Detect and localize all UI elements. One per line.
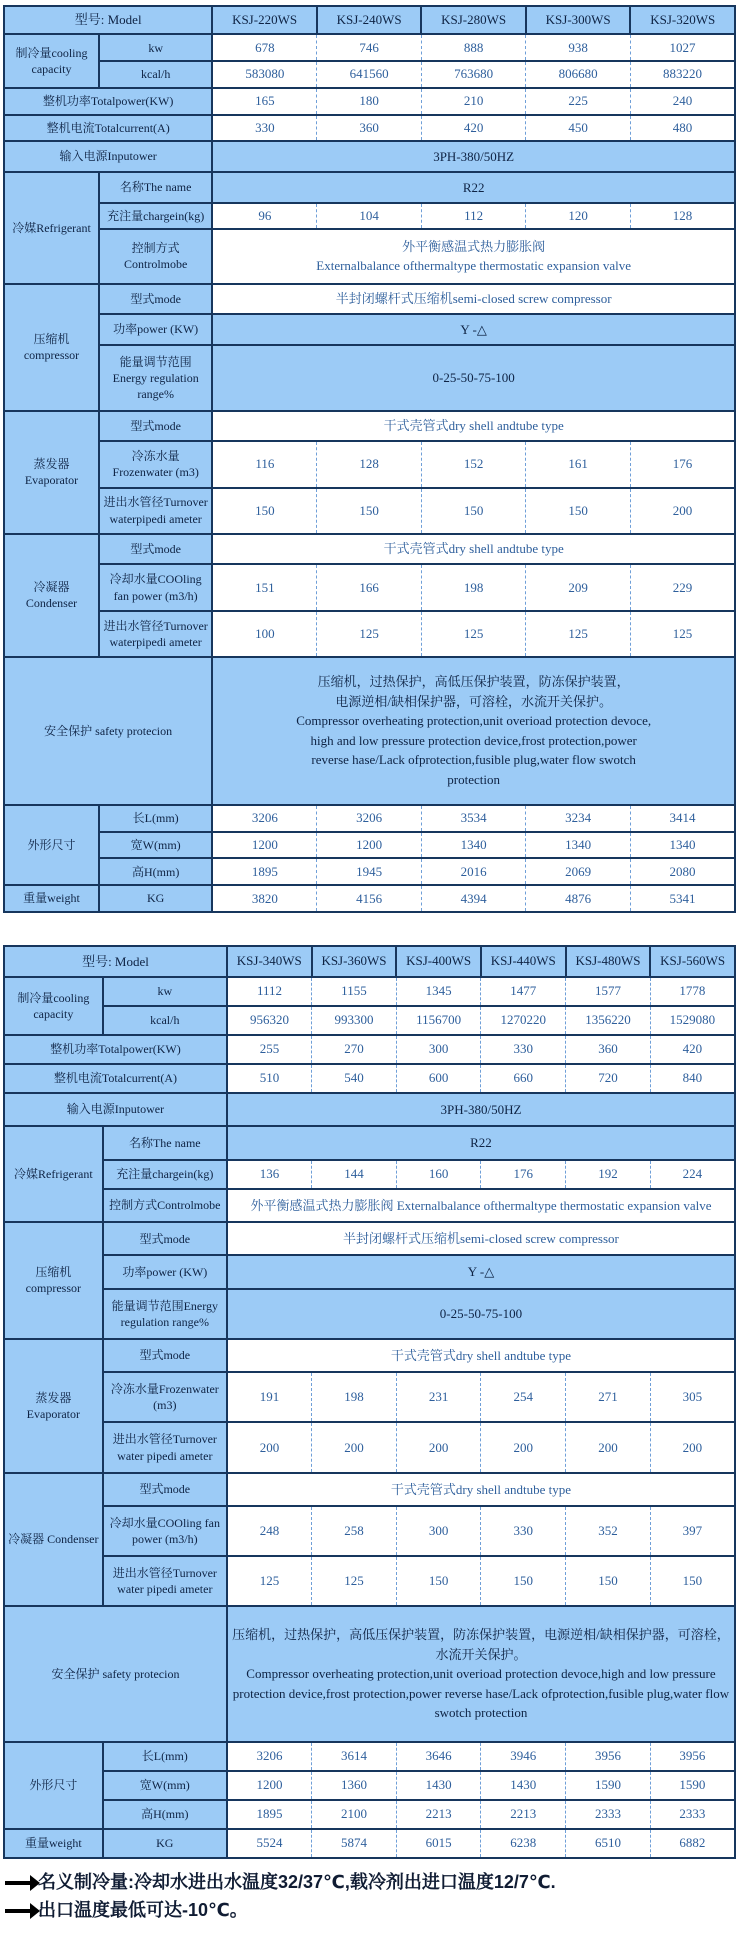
model-name-cell: KSJ-560WS xyxy=(650,946,735,977)
value-cell: 166 xyxy=(317,564,422,610)
value-cell: 3646 xyxy=(396,1742,481,1771)
row-group-label: 冷凝器 Condenser xyxy=(4,534,99,657)
merged-line: 3PH-380/50HZ xyxy=(433,148,515,164)
value-cell: 1356220 xyxy=(566,1006,651,1035)
row-label: 冷却水量COOling fan power (m3/h) xyxy=(103,1506,227,1556)
value-cell: 255 xyxy=(227,1035,312,1064)
value-cell: 2333 xyxy=(566,1800,651,1829)
value-cell: 150 xyxy=(650,1556,735,1606)
value-cell: 3206 xyxy=(227,1742,312,1771)
row-label: 整机功率Totalpower(KW) xyxy=(4,1035,227,1064)
value-cell: 150 xyxy=(396,1556,481,1606)
value-cell: 3946 xyxy=(481,1742,566,1771)
merged-line: 压缩机，过热保护，高低压保护装置，防冻保护装置， xyxy=(317,674,630,690)
merged-line: 3PH-380/50HZ xyxy=(440,1101,522,1117)
row-group-label: 压缩机compressor xyxy=(4,1222,103,1339)
value-cell: 125 xyxy=(227,1556,312,1606)
value-cell: 150 xyxy=(212,488,317,534)
value-cell: 200 xyxy=(227,1422,312,1472)
row-label: 整机电流Totalcurrent(A) xyxy=(4,1064,227,1093)
row-label: 宽W(mm) xyxy=(99,832,212,859)
value-cell: 6238 xyxy=(481,1829,566,1858)
value-cell: 600 xyxy=(396,1064,481,1093)
value-cell: 231 xyxy=(396,1372,481,1422)
row-label: 型式mode xyxy=(99,284,212,315)
merged-value-cell xyxy=(227,1339,735,1372)
value-cell: 5874 xyxy=(312,1829,397,1858)
row-group-label: 蒸发器 Evaporator xyxy=(4,411,99,534)
merged-line: high and low pressure protection device,frost protection,power xyxy=(310,732,637,748)
spec-tables-container xyxy=(3,5,737,1859)
row-label: 进出水管径Turnover waterpipedi ameter xyxy=(99,488,212,534)
value-cell: 258 xyxy=(312,1506,397,1556)
value-cell: 993300 xyxy=(312,1006,397,1035)
value-cell: 6510 xyxy=(566,1829,651,1858)
value-cell: 1430 xyxy=(396,1771,481,1800)
merged-line: 电源逆相/缺相保护器，可溶栓，水流开关保护。 xyxy=(335,693,612,709)
row-label: 整机电流Totalcurrent(A) xyxy=(4,115,212,142)
merged-value-cell xyxy=(227,1093,735,1126)
model-name-cell: KSJ-400WS xyxy=(396,946,481,977)
merged-value-cell xyxy=(227,1189,735,1222)
row-group-label: 制冷量cooling capacity xyxy=(4,977,103,1035)
value-cell: 1895 xyxy=(227,1800,312,1829)
model-name-cell: KSJ-440WS xyxy=(481,946,566,977)
row-label: 长L(mm) xyxy=(103,1742,227,1771)
value-cell: 1590 xyxy=(566,1771,651,1800)
merged-value-cell xyxy=(212,657,735,805)
value-cell: 120 xyxy=(526,203,631,230)
model-name-cell: KSJ-220WS xyxy=(212,6,317,34)
spec-table-1 xyxy=(3,5,736,913)
value-cell: 397 xyxy=(650,1506,735,1556)
footnote xyxy=(5,1869,737,1897)
row-label: kcal/h xyxy=(99,61,212,88)
row-group-label: 外形尺寸 xyxy=(4,805,99,885)
value-cell: 165 xyxy=(212,88,317,115)
value-cell: 198 xyxy=(312,1372,397,1422)
merged-line: 压缩机，过热保护，高低压保护装置，防冻保护装置，电源逆相/缺相保护器，可溶栓，水流开关保护。 xyxy=(232,1627,730,1662)
arrow-right-icon xyxy=(5,1881,31,1885)
merged-line: R22 xyxy=(470,1135,492,1151)
value-cell: 180 xyxy=(317,88,422,115)
row-label: 型式mode xyxy=(103,1339,227,1372)
value-cell: 6882 xyxy=(650,1829,735,1858)
value-cell: 678 xyxy=(212,34,317,61)
row-label: 能量调节范围Energy regulation range% xyxy=(99,345,212,411)
value-cell: 116 xyxy=(212,441,317,487)
merged-line: 半封闭螺杆式压缩机semi-closed screw compressor xyxy=(343,1230,619,1246)
value-cell: 191 xyxy=(227,1372,312,1422)
row-group-label: 蒸发器 Evaporator xyxy=(4,1339,103,1473)
value-cell: 152 xyxy=(421,441,526,487)
value-cell: 1156700 xyxy=(396,1006,481,1035)
footnote-text: 出口温度最低可达-10℃。 xyxy=(38,1899,248,1920)
merged-line: 0-25-50-75-100 xyxy=(439,1306,523,1322)
value-cell: 150 xyxy=(526,488,631,534)
value-cell: 1430 xyxy=(481,1771,566,1800)
model-name-cell: KSJ-240WS xyxy=(317,6,422,34)
value-cell: 1200 xyxy=(212,832,317,859)
row-label: 功率power (KW) xyxy=(103,1255,227,1288)
value-cell: 254 xyxy=(481,1372,566,1422)
merged-value-cell xyxy=(212,172,735,203)
value-cell: 225 xyxy=(526,88,631,115)
value-cell: 96 xyxy=(212,203,317,230)
row-label: 型式mode xyxy=(103,1473,227,1506)
value-cell: 583080 xyxy=(212,61,317,88)
row-label: 功率power (KW) xyxy=(99,314,212,345)
value-cell: 300 xyxy=(396,1035,481,1064)
merged-line: 外平衡感温式热力膨胀阀 xyxy=(402,238,546,254)
row-label: 安全保护 safety protecion xyxy=(4,1606,227,1741)
value-cell: 1345 xyxy=(396,977,481,1006)
row-label: 冷冻水量Frozenwater (m3) xyxy=(103,1372,227,1422)
row-label: 长L(mm) xyxy=(99,805,212,832)
merged-value-cell xyxy=(212,284,735,315)
merged-value-cell xyxy=(227,1255,735,1288)
value-cell: 104 xyxy=(317,203,422,230)
merged-value-cell xyxy=(212,534,735,565)
value-cell: 5524 xyxy=(227,1829,312,1858)
row-label: 型式mode xyxy=(99,534,212,565)
value-cell: 150 xyxy=(481,1556,566,1606)
value-cell: 150 xyxy=(317,488,422,534)
row-label: kw xyxy=(99,34,212,61)
value-cell: 4876 xyxy=(526,885,631,912)
value-cell: 763680 xyxy=(421,61,526,88)
merged-value-cell xyxy=(212,345,735,411)
value-cell: 883220 xyxy=(630,61,735,88)
value-cell: 540 xyxy=(312,1064,397,1093)
merged-line: 外平衡感温式热力膨胀阀 Externalbalance ofthermaltype thermostatic expansion valve xyxy=(250,1197,712,1213)
value-cell: 510 xyxy=(227,1064,312,1093)
value-cell: 136 xyxy=(227,1160,312,1189)
row-label: 进出水管径Turnover water pipedi ameter xyxy=(103,1422,227,1472)
model-name-cell: KSJ-280WS xyxy=(421,6,526,34)
value-cell: 360 xyxy=(317,115,422,142)
value-cell: 125 xyxy=(312,1556,397,1606)
value-cell: 3234 xyxy=(526,805,631,832)
value-cell: 3414 xyxy=(630,805,735,832)
row-label: 整机功率Totalpower(KW) xyxy=(4,88,212,115)
row-group-label: 外形尺寸 xyxy=(4,1742,103,1829)
value-cell: 144 xyxy=(312,1160,397,1189)
row-label: 控制方式Controlmobe xyxy=(103,1189,227,1222)
value-cell: 271 xyxy=(566,1372,651,1422)
value-cell: 2069 xyxy=(526,858,631,885)
value-cell: 200 xyxy=(396,1422,481,1472)
value-cell: 128 xyxy=(630,203,735,230)
value-cell: 1340 xyxy=(421,832,526,859)
footnote-text: 名义制冷量:冷却水进出水温度32/37℃,载冷剂出进口温度12/7℃. xyxy=(38,1872,556,1892)
value-cell: 4156 xyxy=(317,885,422,912)
value-cell: 1529080 xyxy=(650,1006,735,1035)
row-label: 名称The name xyxy=(103,1126,227,1159)
merged-value-cell xyxy=(212,229,735,283)
footnotes xyxy=(5,1869,737,1925)
row-label: 冷冻水量Frozenwater (m3) xyxy=(99,441,212,487)
value-cell: 150 xyxy=(421,488,526,534)
value-cell: 198 xyxy=(421,564,526,610)
merged-value-cell xyxy=(227,1606,735,1741)
value-cell: 1590 xyxy=(650,1771,735,1800)
merged-value-cell xyxy=(227,1222,735,1255)
value-cell: 2213 xyxy=(481,1800,566,1829)
merged-line: Y -△ xyxy=(460,321,487,337)
value-cell: 224 xyxy=(650,1160,735,1189)
row-group-label: 冷媒Refrigerant xyxy=(4,172,99,284)
row-group-label: 冷凝器 Condenser xyxy=(4,1473,103,1607)
merged-line: 干式壳管式dry shell andtube type xyxy=(383,418,564,434)
model-header-label: 型号: Model xyxy=(4,946,227,977)
value-cell: 1895 xyxy=(212,858,317,885)
value-cell: 352 xyxy=(566,1506,651,1556)
merged-line: R22 xyxy=(462,179,485,195)
value-cell: 1027 xyxy=(630,34,735,61)
value-cell: 2100 xyxy=(312,1800,397,1829)
value-cell: 840 xyxy=(650,1064,735,1093)
value-cell: 3206 xyxy=(212,805,317,832)
value-cell: 1778 xyxy=(650,977,735,1006)
model-name-cell: KSJ-360WS xyxy=(312,946,397,977)
merged-value-cell xyxy=(227,1126,735,1159)
value-cell: 806680 xyxy=(526,61,631,88)
value-cell: 161 xyxy=(526,441,631,487)
row-label: kw xyxy=(103,977,227,1006)
row-label: KG xyxy=(99,885,212,912)
value-cell: 3614 xyxy=(312,1742,397,1771)
value-cell: 450 xyxy=(526,115,631,142)
row-label: 输入电源Inputower xyxy=(4,141,212,172)
row-label: 冷却水量COOling fan power (m3/h) xyxy=(99,564,212,610)
value-cell: 420 xyxy=(421,115,526,142)
value-cell: 100 xyxy=(212,611,317,657)
value-cell: 160 xyxy=(396,1160,481,1189)
row-label: 充注量chargein(kg) xyxy=(103,1160,227,1189)
value-cell: 1200 xyxy=(317,832,422,859)
row-label: 能量调节范围Energy regulation range% xyxy=(103,1289,227,1339)
value-cell: 150 xyxy=(566,1556,651,1606)
value-cell: 1945 xyxy=(317,858,422,885)
row-label: 高H(mm) xyxy=(103,1800,227,1829)
value-cell: 420 xyxy=(650,1035,735,1064)
value-cell: 176 xyxy=(481,1160,566,1189)
value-cell: 1340 xyxy=(526,832,631,859)
model-name-cell: KSJ-480WS xyxy=(566,946,651,977)
value-cell: 248 xyxy=(227,1506,312,1556)
value-cell: 240 xyxy=(630,88,735,115)
value-cell: 938 xyxy=(526,34,631,61)
value-cell: 1477 xyxy=(481,977,566,1006)
value-cell: 2016 xyxy=(421,858,526,885)
merged-line: 干式壳管式dry shell andtube type xyxy=(390,1481,572,1497)
value-cell: 305 xyxy=(650,1372,735,1422)
value-cell: 125 xyxy=(526,611,631,657)
value-cell: 5341 xyxy=(630,885,735,912)
value-cell: 300 xyxy=(396,1506,481,1556)
row-label: 进出水管径Turnover water pipedi ameter xyxy=(103,1556,227,1606)
value-cell: 151 xyxy=(212,564,317,610)
row-group-label: 重量weight xyxy=(4,885,99,912)
merged-line: protection xyxy=(447,771,501,787)
value-cell: 1360 xyxy=(312,1771,397,1800)
merged-line: reverse hase/Lack ofprotection,fusible plug,water flow swotch xyxy=(311,752,636,768)
merged-line: 0-25-50-75-100 xyxy=(432,370,515,386)
value-cell: 209 xyxy=(526,564,631,610)
row-label: 宽W(mm) xyxy=(103,1771,227,1800)
row-label: 型式mode xyxy=(103,1222,227,1255)
row-label: 控制方式Controlmobe xyxy=(99,229,212,283)
arrow-right-icon xyxy=(5,1909,31,1913)
merged-line: 半封闭螺杆式压缩机semi-closed screw compressor xyxy=(335,291,612,307)
value-cell: 330 xyxy=(212,115,317,142)
value-cell: 125 xyxy=(317,611,422,657)
merged-value-cell xyxy=(212,141,735,172)
value-cell: 4394 xyxy=(421,885,526,912)
value-cell: 1270220 xyxy=(481,1006,566,1035)
row-group-label: 冷媒Refrigerant xyxy=(4,1126,103,1222)
row-group-label: 压缩机compressor xyxy=(4,284,99,411)
value-cell: 720 xyxy=(566,1064,651,1093)
row-label: 输入电源Inputower xyxy=(4,1093,227,1126)
value-cell: 200 xyxy=(312,1422,397,1472)
row-label: KG xyxy=(103,1829,227,1858)
value-cell: 3820 xyxy=(212,885,317,912)
merged-line: 干式壳管式dry shell andtube type xyxy=(390,1347,572,1363)
value-cell: 3206 xyxy=(317,805,422,832)
value-cell: 1577 xyxy=(566,977,651,1006)
value-cell: 360 xyxy=(566,1035,651,1064)
value-cell: 3534 xyxy=(421,805,526,832)
spec-table-2 xyxy=(3,945,736,1859)
model-name-cell: KSJ-340WS xyxy=(227,946,312,977)
value-cell: 192 xyxy=(566,1160,651,1189)
value-cell: 746 xyxy=(317,34,422,61)
merged-line: 干式壳管式dry shell andtube type xyxy=(383,541,564,557)
value-cell: 229 xyxy=(630,564,735,610)
value-cell: 210 xyxy=(421,88,526,115)
value-cell: 2213 xyxy=(396,1800,481,1829)
value-cell: 641560 xyxy=(317,61,422,88)
row-label: 型式mode xyxy=(99,411,212,442)
value-cell: 270 xyxy=(312,1035,397,1064)
value-cell: 3956 xyxy=(650,1742,735,1771)
value-cell: 176 xyxy=(630,441,735,487)
value-cell: 1155 xyxy=(312,977,397,1006)
model-header-label: 型号: Model xyxy=(4,6,212,34)
value-cell: 2333 xyxy=(650,1800,735,1829)
merged-line: Y -△ xyxy=(467,1264,495,1280)
value-cell: 112 xyxy=(421,203,526,230)
value-cell: 200 xyxy=(481,1422,566,1472)
value-cell: 660 xyxy=(481,1064,566,1093)
value-cell: 480 xyxy=(630,115,735,142)
row-label: 名称The name xyxy=(99,172,212,203)
row-group-label: 重量weight xyxy=(4,1829,103,1858)
value-cell: 1200 xyxy=(227,1771,312,1800)
value-cell: 3956 xyxy=(566,1742,651,1771)
value-cell: 956320 xyxy=(227,1006,312,1035)
value-cell: 330 xyxy=(481,1506,566,1556)
merged-value-cell xyxy=(227,1473,735,1506)
value-cell: 128 xyxy=(317,441,422,487)
merged-line: Compressor overheating protection,unit overioad protection devoce,high and low pressure protection device,frost protection,power reverse hase/Lack ofprotection,fusible plug,water flow swotch protection xyxy=(232,1666,730,1721)
merged-value-cell xyxy=(212,314,735,345)
value-cell: 200 xyxy=(566,1422,651,1472)
value-cell: 200 xyxy=(630,488,735,534)
model-name-cell: KSJ-320WS xyxy=(630,6,735,34)
value-cell: 2080 xyxy=(630,858,735,885)
value-cell: 888 xyxy=(421,34,526,61)
value-cell: 200 xyxy=(650,1422,735,1472)
merged-line: Externalbalance ofthermaltype thermostatic expansion valve xyxy=(316,258,632,274)
merged-line: Compressor overheating protection,unit overioad protection devoce, xyxy=(296,713,652,729)
row-group-label: 制冷量cooling capacity xyxy=(4,34,99,87)
value-cell: 125 xyxy=(630,611,735,657)
merged-value-cell xyxy=(212,411,735,442)
value-cell: 330 xyxy=(481,1035,566,1064)
row-label: 安全保护 safety protecion xyxy=(4,657,212,805)
row-label: 高H(mm) xyxy=(99,858,212,885)
value-cell: 125 xyxy=(421,611,526,657)
footnote xyxy=(5,1897,737,1925)
value-cell: 6015 xyxy=(396,1829,481,1858)
row-label: 充注量chargein(kg) xyxy=(99,203,212,230)
value-cell: 1112 xyxy=(227,977,312,1006)
model-name-cell: KSJ-300WS xyxy=(526,6,631,34)
row-label: 进出水管径Turnover waterpipedi ameter xyxy=(99,611,212,657)
merged-value-cell xyxy=(227,1289,735,1339)
value-cell: 1340 xyxy=(630,832,735,859)
row-label: kcal/h xyxy=(103,1006,227,1035)
